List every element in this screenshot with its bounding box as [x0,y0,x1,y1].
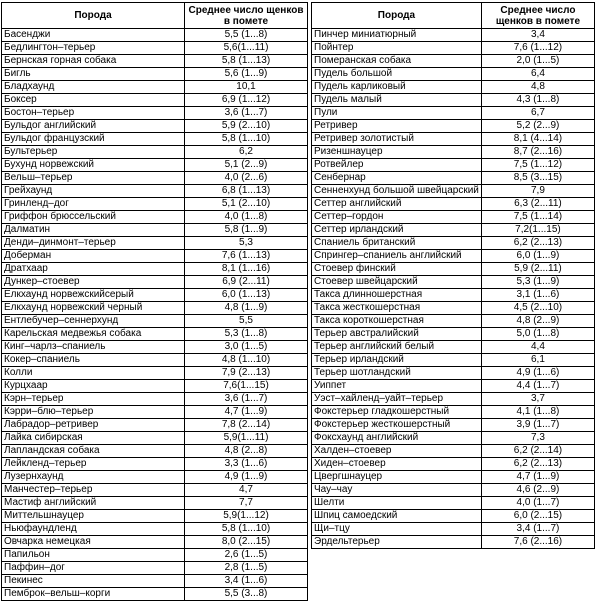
litter-size: 6,2 (2...14) [481,445,594,458]
litter-size: 5,8 (1...13) [185,55,308,68]
litter-size: 3,6 (1...7) [185,107,308,120]
breed-name: Вельш–терьер [2,172,185,185]
table-row [312,445,595,458]
breed-name: Сеттер английский [312,198,482,211]
table-row [312,315,595,328]
table-row [2,172,308,185]
breed-name: Мастиф английский [2,497,185,510]
table-row [312,393,595,406]
table-row [2,68,308,81]
breed-name: Бухунд норвежский [2,159,185,172]
header-breed: Порода [2,3,185,29]
litter-size: 3,7 [481,393,594,406]
table-row [312,484,595,497]
table-row [2,29,308,42]
litter-size: 5,8 (1...9) [185,224,308,237]
table-row [2,328,308,341]
table-row [2,341,308,354]
table-row [2,55,308,68]
table-row [2,549,308,562]
table-row [2,380,308,393]
table-row [2,250,308,263]
breed-name: Дратхаар [2,263,185,276]
litter-size: 3,0 (1...5) [185,341,308,354]
breed-name: Фокстерьер жесткошерстный [312,419,482,432]
table-row [2,224,308,237]
table-row [312,328,595,341]
table-row [2,211,308,224]
breed-name: Лейкленд–терьер [2,458,185,471]
breed-name: Папильон [2,549,185,562]
header-breed: Порода [312,3,482,29]
breed-name: Халден–стоевер [312,445,482,458]
table-row [312,380,595,393]
table-row [312,42,595,55]
breed-name: Бостон–терьер [2,107,185,120]
table-row [2,42,308,55]
table-row [2,419,308,432]
litter-size: 3,4 [481,29,594,42]
table-row [2,471,308,484]
litter-size: 7,9 (2...13) [185,367,308,380]
breed-name: Спрингер–спаниель английский [312,250,482,263]
table-row [312,302,595,315]
litter-size: 6,0 (1...9) [481,250,594,263]
litter-size: 5,9 (2...11) [481,263,594,276]
litter-size: 8,7 (2...16) [481,146,594,159]
table-row [2,445,308,458]
litter-size: 5,9(1...12) [185,510,308,523]
breed-name: Кэрн–терьер [2,393,185,406]
breed-name: Бультерьер [2,146,185,159]
table-row [2,393,308,406]
litter-size: 6,0 (2...15) [481,510,594,523]
breed-name: Пудель большой [312,68,482,81]
litter-size: 10,1 [185,81,308,94]
litter-size: 6,1 [481,354,594,367]
table-row [2,406,308,419]
litter-size: 5,5 (1...8) [185,29,308,42]
litter-size: 7,6 (1...12) [481,42,594,55]
breed-name: Фоксхаунд английский [312,432,482,445]
breed-name: Карельская медвежья собака [2,328,185,341]
breed-name: Овчарка немецкая [2,536,185,549]
breed-name: Ентлебучер–сеннерхунд [2,315,185,328]
litter-size: 5,1 (2...10) [185,198,308,211]
breed-name: Сеттер ирландский [312,224,482,237]
litter-size: 4,4 (1...7) [481,380,594,393]
table-row [312,250,595,263]
litter-size: 6,9 (2...11) [185,276,308,289]
table-row [2,133,308,146]
litter-size: 2,8 (1...5) [185,562,308,575]
breed-name: Боксер [2,94,185,107]
table-row [312,185,595,198]
breed-name: Спаниель британский [312,237,482,250]
litter-size: 6,4 [481,68,594,81]
table-row [2,536,308,549]
header-litter-size: Среднее число щенков в помете [185,3,308,29]
litter-size: 5,9 (2...10) [185,120,308,133]
table-row [312,237,595,250]
table-row [312,146,595,159]
litter-size: 8,0 (2...15) [185,536,308,549]
breed-name: Эрдельтерьер [312,536,482,549]
litter-size: 6,2 [185,146,308,159]
litter-size: 2,6 (1...5) [185,549,308,562]
litter-size: 4,7 (1...9) [185,406,308,419]
breed-name: Пудель малый [312,94,482,107]
litter-size: 5,6(1...11) [185,42,308,55]
breed-name: Ротвейлер [312,159,482,172]
breed-name: Стоевер финский [312,263,482,276]
breed-name: Елкхаунд норвежскийсерый [2,289,185,302]
breed-name: Далматин [2,224,185,237]
breed-name: Елкхаунд норвежский черный [2,302,185,315]
litter-size: 7,5 (1...14) [481,211,594,224]
litter-size: 5,3 [185,237,308,250]
breed-name: Терьер шотландский [312,367,482,380]
breed-name: Стоевер швейцарский [312,276,482,289]
table-row [312,367,595,380]
litter-size: 4,8 (2...8) [185,445,308,458]
table-row [312,276,595,289]
litter-size: 3,1 (1...6) [481,289,594,302]
table-row [312,458,595,471]
table-row [2,367,308,380]
breed-name: Доберман [2,250,185,263]
litter-size: 5,3 (1...9) [481,276,594,289]
breed-name: Кинг–чарлз–спаниель [2,341,185,354]
litter-size: 4,4 [481,341,594,354]
breed-name: Сенбернар [312,172,482,185]
litter-size: 6,2 (2...13) [481,458,594,471]
litter-size: 4,8 (1...9) [185,302,308,315]
table-row [2,107,308,120]
breed-name: Пемброк–вельш–корги [2,588,185,601]
table-row [2,315,308,328]
breed-name: Шпиц самоедский [312,510,482,523]
table-row [2,237,308,250]
breed-name: Уиппет [312,380,482,393]
table-row [312,198,595,211]
table-row [312,94,595,107]
litter-size: 4,6 (2...9) [481,484,594,497]
litter-size: 7,3 [481,432,594,445]
table-header-row [312,3,595,29]
breed-name: Хиден–стоевер [312,458,482,471]
table-row [312,81,595,94]
breed-name: Грейхаунд [2,185,185,198]
table-row [312,133,595,146]
table-row [312,159,595,172]
breed-name: Терьер английский белый [312,341,482,354]
table-row [2,562,308,575]
breed-name: Померанская собака [312,55,482,68]
litter-size: 7,9 [481,185,594,198]
litter-size: 8,5 (3...15) [481,172,594,185]
table-row [312,172,595,185]
litter-size: 4,8 (2...9) [481,315,594,328]
litter-size: 6,8 (1...13) [185,185,308,198]
litter-size: 7,6 (2...16) [481,536,594,549]
breed-name: Гринленд–дог [2,198,185,211]
litter-size: 5,1 (2...9) [185,159,308,172]
litter-size: 7,2(1...15) [481,224,594,237]
table-row [2,484,308,497]
table-row [312,68,595,81]
litter-size: 8,1 (4...14) [481,133,594,146]
table-row [2,263,308,276]
table-row [2,575,308,588]
breed-name: Бульдог французский [2,133,185,146]
breed-name: Уэст–хайленд–уайт–терьер [312,393,482,406]
table-row [2,458,308,471]
litter-size: 4,3 (1...8) [481,94,594,107]
breed-name: Манчестер–терьер [2,484,185,497]
litter-size: 3,3 (1...6) [185,458,308,471]
table-row [2,588,308,601]
table-row [312,471,595,484]
breed-name: Ньюфаундленд [2,523,185,536]
litter-size: 5,5 [185,315,308,328]
table-row [312,406,595,419]
table-row [312,510,595,523]
litter-size: 2,0 (1...5) [481,55,594,68]
breed-name: Цвергшнауцер [312,471,482,484]
litter-size: 4,0 (2...6) [185,172,308,185]
litter-size: 5,8 (1...10) [185,133,308,146]
litter-size: 4,0 (1...8) [185,211,308,224]
litter-size: 5,6 (1...9) [185,68,308,81]
breed-name: Пекинес [2,575,185,588]
table-row [2,497,308,510]
table-row [312,536,595,549]
breed-name: Басенджи [2,29,185,42]
table-row [2,120,308,133]
litter-size: 4,8 [481,81,594,94]
table-row [312,224,595,237]
breed-name: Терьер ирландский [312,354,482,367]
litter-size: 7,5 (1...12) [481,159,594,172]
breed-name: Щи–тцу [312,523,482,536]
breed-name: Пинчер миниатюрный [312,29,482,42]
table-header-row [2,3,308,29]
breed-name: Кокер–спаниель [2,354,185,367]
table-row [312,432,595,445]
breed-name: Лайка сибирская [2,432,185,445]
breed-name: Миттельшнауцер [2,510,185,523]
litter-size: 4,7 (1...9) [481,471,594,484]
table-row [2,302,308,315]
table-row [312,120,595,133]
litter-size: 5,2 (2...9) [481,120,594,133]
breed-table-left [1,2,308,601]
litter-size: 5,8 (1...10) [185,523,308,536]
litter-size: 6,0 (1...13) [185,289,308,302]
table-row [312,354,595,367]
table-row [312,55,595,68]
breed-name: Такса длинношерстная [312,289,482,302]
breed-name: Бульдог английский [2,120,185,133]
litter-size: 6,2 (2...13) [481,237,594,250]
table-row [2,276,308,289]
breed-name: Ретривер золотистый [312,133,482,146]
litter-size: 6,3 (2...11) [481,198,594,211]
breed-name: Бернская горная собака [2,55,185,68]
litter-size: 6,7 [481,107,594,120]
table-row [312,523,595,536]
breed-name: Сенненхунд большой швейцарский [312,185,482,198]
table-row [2,198,308,211]
litter-size: 5,0 (1...8) [481,328,594,341]
breed-name: Лузернхаунд [2,471,185,484]
table-row [312,341,595,354]
litter-size: 7,8 (2...14) [185,419,308,432]
table-row [2,432,308,445]
litter-size: 4,1 (1...8) [481,406,594,419]
table-row [2,354,308,367]
litter-size: 5,3 (1...8) [185,328,308,341]
litter-size: 3,4 (1...6) [185,575,308,588]
breed-name: Дункер–стоевер [2,276,185,289]
table-row [2,510,308,523]
litter-size: 7,6(1...15) [185,380,308,393]
breed-name: Бладхаунд [2,81,185,94]
breed-name: Бигль [2,68,185,81]
breed-name: Фокстерьер гладкошерстный [312,406,482,419]
litter-size: 3,9 (1...7) [481,419,594,432]
table-row [2,159,308,172]
litter-size: 8,1 (1...16) [185,263,308,276]
litter-size: 4,7 [185,484,308,497]
breed-name: Сеттер–гордон [312,211,482,224]
breed-name: Лабрадор–ретривер [2,419,185,432]
table-row [2,81,308,94]
breed-name: Пойнтер [312,42,482,55]
litter-size: 4,8 (1...10) [185,354,308,367]
litter-size: 6,9 (1...12) [185,94,308,107]
litter-size: 4,9 (1...6) [481,367,594,380]
litter-size: 5,5 (3...8) [185,588,308,601]
breed-name: Колли [2,367,185,380]
breed-name: Такса короткошерстная [312,315,482,328]
table-row [2,185,308,198]
litter-size: 7,6 (1...13) [185,250,308,263]
table-row [312,211,595,224]
table-row [312,419,595,432]
table-row [2,146,308,159]
litter-size: 4,5 (2...10) [481,302,594,315]
breed-name: Пули [312,107,482,120]
breed-name: Бедлингтон–терьер [2,42,185,55]
breed-name: Такса жесткошерстная [312,302,482,315]
breed-name: Лапландская собака [2,445,185,458]
table-row [312,29,595,42]
table-row [2,94,308,107]
table-row [312,497,595,510]
breed-name: Курцхаар [2,380,185,393]
litter-size: 5,9(1...11) [185,432,308,445]
breed-name: Ретривер [312,120,482,133]
breed-name: Паффин–дог [2,562,185,575]
breed-name: Шелти [312,497,482,510]
header-litter-size: Среднее число щенков в помете [481,3,594,29]
breed-name: Ризеншнауцер [312,146,482,159]
table-row [312,289,595,302]
breed-name: Чау–чау [312,484,482,497]
litter-size: 4,9 (1...9) [185,471,308,484]
breed-name: Кэрри–блю–терьер [2,406,185,419]
table-row [2,289,308,302]
table-row [2,523,308,536]
table-row [312,107,595,120]
table-row [312,263,595,276]
breed-table-right [311,2,595,549]
litter-size: 4,0 (1...7) [481,497,594,510]
litter-size: 3,6 (1...7) [185,393,308,406]
breed-name: Пудель карликовый [312,81,482,94]
litter-size: 3,4 (1...7) [481,523,594,536]
breed-name: Денди–динмонт–терьер [2,237,185,250]
litter-size: 7,7 [185,497,308,510]
breed-name: Терьер австралийский [312,328,482,341]
breed-name: Гриффон брюссельский [2,211,185,224]
